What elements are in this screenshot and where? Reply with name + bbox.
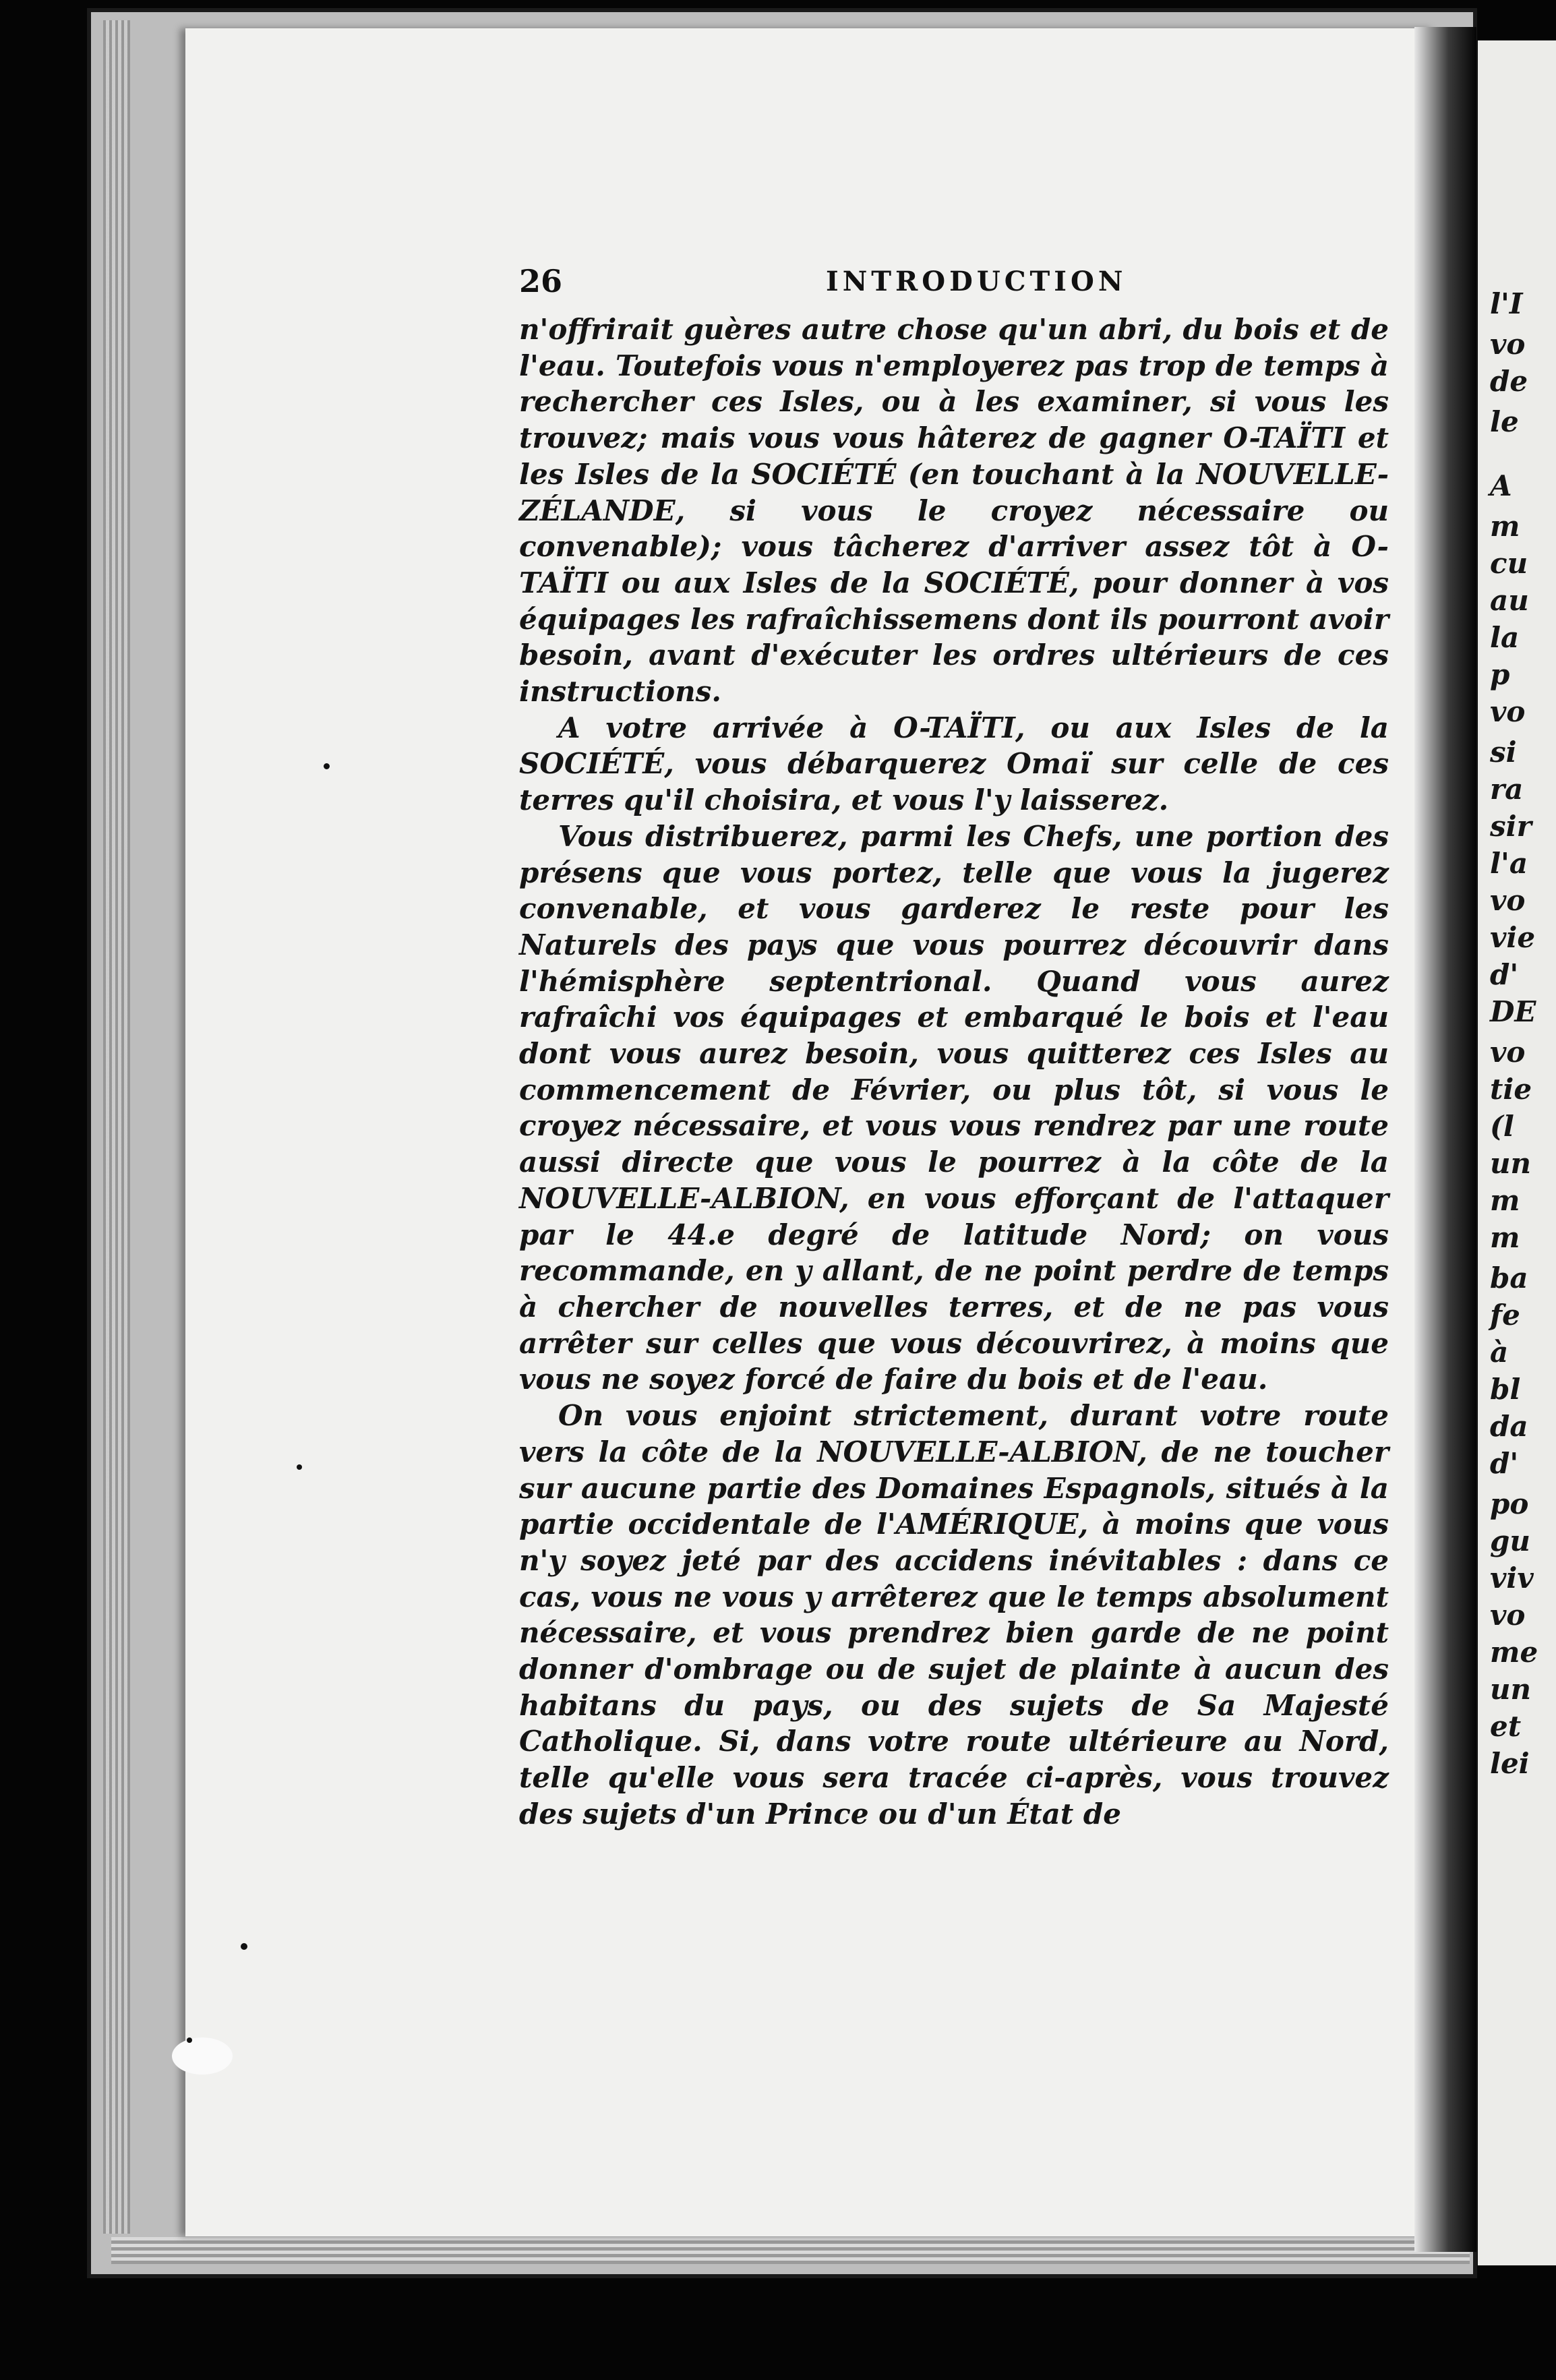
facing-page-fragment: et [1490, 1710, 1522, 1743]
facing-page-fragment: ra [1490, 773, 1524, 806]
facing-page-fragment: vo [1490, 1599, 1526, 1632]
facing-page-fragment: vo [1490, 328, 1526, 361]
facing-page-fragment: vo [1490, 1036, 1526, 1069]
facing-page-fragment: si [1490, 736, 1517, 769]
facing-page-fragment: sir [1490, 810, 1532, 843]
facing-page [1478, 40, 1556, 2265]
facing-page-fragment: d' [1490, 1447, 1519, 1480]
facing-page-fragment: vo [1490, 695, 1526, 728]
facing-page-fragment: m [1490, 1221, 1520, 1254]
facing-page-fragment: l'I [1490, 287, 1523, 320]
facing-page-fragment: tie [1490, 1073, 1532, 1106]
facing-page-fragment: m [1490, 1184, 1520, 1217]
ink-speck [187, 2037, 192, 2043]
paragraph-1: n'offrirait guères autre chose qu'un abri, du bois et de l'eau. Toutefois vous n'employerez pas trop de temps à rechercher ces Isles, ou à les examiner, si vous les trouvez; mais vous vous hâterez de gagner O-TAÏTI et les Isles de la SOCIÉTÉ (en touchant à la NOUVELLE-ZÉLANDE, si vous le croyez nécessaire ou convenable); vous tâcherez d'arriver assez tôt à O-TAÏTI ou aux Isles de la SOCIÉTÉ, pour donner à vos équipages les rafraîchissemens dont ils pourront avoir besoin, avant d'exécuter les ordres ultérieurs de ces instructions. [519, 313, 1389, 709]
running-head [519, 263, 1389, 303]
facing-page-fragment: me [1490, 1636, 1538, 1669]
facing-page-fragment: à [1490, 1336, 1509, 1369]
facing-page-fragment: vie [1490, 921, 1536, 954]
paragraph-2: A votre arrivée à O-TAÏTI, ou aux Isles de la SOCIÉTÉ, vous débarquerez Omaï sur celle de ces terres qu'il choisira, et vous l'y laisserez. [519, 711, 1389, 817]
page-number: 26 [519, 263, 563, 299]
facing-page-fragment: viv [1490, 1561, 1534, 1595]
facing-page-fragment: d' [1490, 958, 1519, 991]
ink-speck [297, 1464, 302, 1470]
facing-page-fragment: un [1490, 1147, 1532, 1180]
body-text [519, 311, 1389, 1833]
facing-page-fragment: fe [1490, 1299, 1520, 1332]
paper-stain [172, 2037, 233, 2075]
facing-page-fragment: vo [1490, 884, 1526, 917]
facing-page-fragment: lei [1490, 1747, 1530, 1780]
facing-page-fragment: (l [1490, 1110, 1514, 1143]
paragraph-4: On vous enjoint strictement, durant votre route vers la côte de la NOUVELLE-ALBION, de ne toucher sur aucune partie des Domaines Espagnols, situés à la partie occidentale de l'AMÉRIQUE, à moins que vous n'y soyez jeté par des accidens inévitables : dans ce cas, vous ne vous y arrêterez que le temps absolument nécessaire, et vous prendrez bien garde de ne point donner d'ombrage ou de sujet de plainte à aucun des habitans du pays, ou des sujets de Sa Majesté Catholique. Si, dans votre route ultérieure au Nord, telle qu'elle vous sera tracée ci-après, vous trouvez des sujets d'un Prince ou d'un État de [519, 1399, 1389, 1831]
ink-speck [241, 1943, 247, 1950]
facing-page-fragment: gu [1490, 1524, 1530, 1557]
facing-page-fragment: ba [1490, 1261, 1528, 1295]
facing-page-fragment: le [1490, 405, 1519, 438]
facing-page-fragment: da [1490, 1410, 1528, 1443]
ink-speck [324, 763, 330, 769]
facing-page-fragment: A [1490, 469, 1512, 502]
facing-page-fragment: DE [1490, 995, 1536, 1028]
facing-page-fragment: p [1490, 658, 1510, 691]
paragraph-3: Vous distribuerez, parmi les Chefs, une portion des présens que vous portez, telle que vous la jugerez convenable, et vous garderez le reste pour les Naturels des pays que vous pourrez découvrir dans l'hémisphère septentrional. Quand vous aurez rafraîchi vos équipages et embarqué le bois et l'eau dont vous aurez besoin, vous quitterez ces Isles au commencement de Février, ou plus tôt, si vous le croyez nécessaire, et vous vous rendrez par une route aussi directe que vous le pourrez à la côte de la NOUVELLE-ALBION, en vous efforçant de l'attaquer par le 44.e degré de latitude Nord; on vous recommande, en y allant, de ne point perdre de temps à chercher de nouvelles terres, et de ne pas vous arrêter sur celles que vous découvrirez, à moins que vous ne soyez forcé de faire du bois et de l'eau. [519, 819, 1389, 1396]
facing-page-fragment: po [1490, 1487, 1529, 1520]
facing-page-fragment: un [1490, 1673, 1532, 1706]
facing-page-fragment: la [1490, 621, 1520, 654]
binding-gutter [1414, 27, 1476, 2252]
facing-page-fragment: cu [1490, 547, 1528, 580]
facing-page-fragment: l'a [1490, 847, 1528, 880]
facing-page-fragment: au [1490, 584, 1529, 617]
facing-page-fragment: bl [1490, 1373, 1521, 1406]
page-edge [111, 2237, 1470, 2264]
facing-page-fragment: m [1490, 510, 1520, 543]
facing-page-fragment: de [1490, 365, 1528, 398]
running-head-title: INTRODUCTION [826, 266, 1127, 297]
